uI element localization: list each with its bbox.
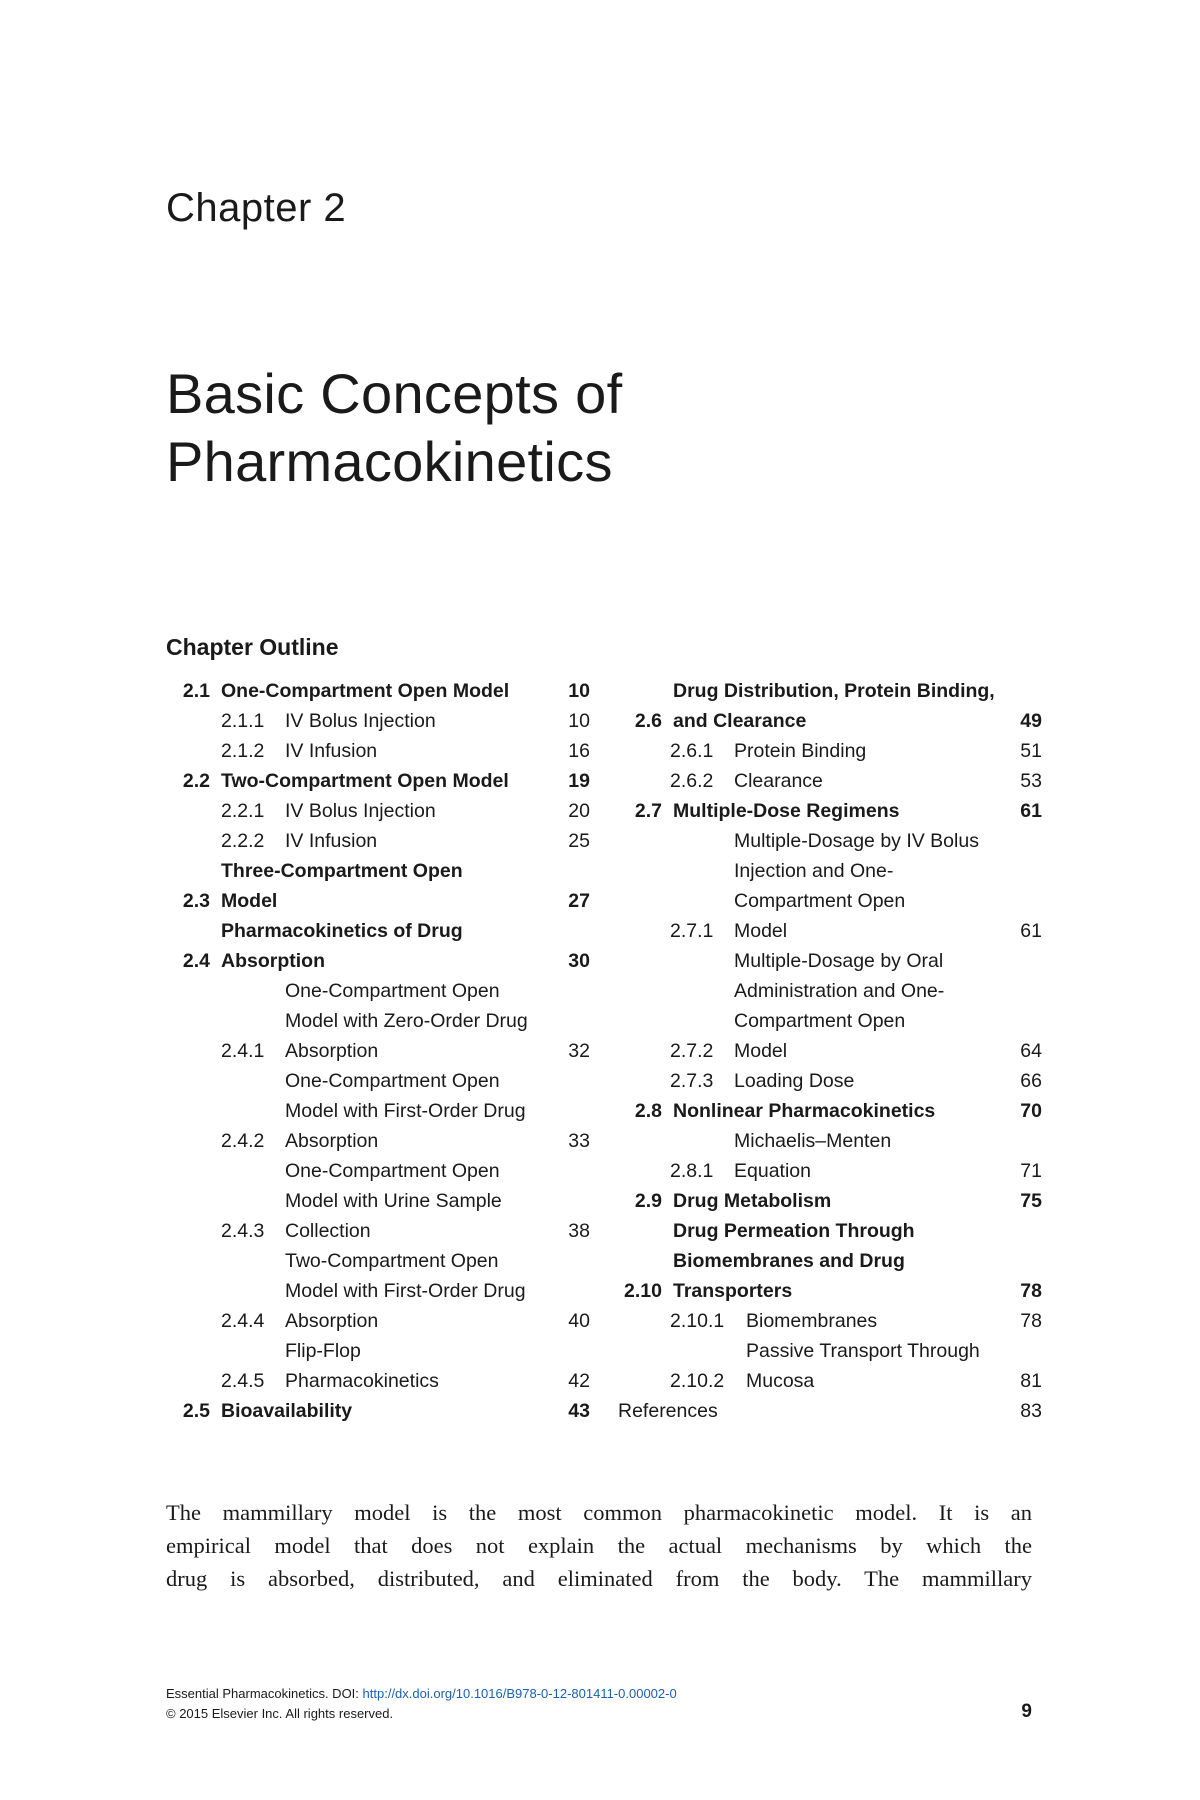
toc-entry-number: 2.9 bbox=[634, 1190, 662, 1212]
toc-entry-page: 30 bbox=[568, 950, 590, 972]
toc-entry-number: 2.6 bbox=[634, 710, 662, 732]
toc-entry-number: 2.4.4 bbox=[221, 1310, 265, 1332]
toc-entry-title bbox=[734, 736, 1008, 766]
page-footer bbox=[166, 1684, 1032, 1724]
toc-entry-page: 20 bbox=[568, 800, 590, 822]
toc-entry-title bbox=[285, 1246, 556, 1336]
toc-entry-title bbox=[746, 1306, 1008, 1336]
toc-entry-number: 2.1 bbox=[182, 680, 210, 702]
toc-entry-page: 49 bbox=[1020, 710, 1042, 732]
toc-entry-page: 66 bbox=[1020, 1070, 1042, 1092]
toc-entry-title bbox=[221, 856, 556, 916]
toc-entry-number: 2.1.1 bbox=[221, 710, 265, 732]
toc-entry-title-line: One-Compartment Open bbox=[285, 1070, 500, 1092]
doi-line bbox=[166, 1684, 1032, 1704]
toc-entry-page: 25 bbox=[568, 830, 590, 852]
toc-entry-title bbox=[285, 796, 556, 826]
toc-entry[interactable] bbox=[166, 1156, 590, 1246]
toc-entry[interactable] bbox=[618, 946, 1042, 1066]
toc-entry-title-line: Two-Compartment Open bbox=[285, 1250, 499, 1272]
toc-entry-title-line: Administration and One- bbox=[734, 980, 945, 1002]
toc-entry-title-line: Absorption bbox=[285, 1310, 379, 1332]
toc-entry-title bbox=[285, 1066, 556, 1156]
toc-entry[interactable] bbox=[618, 826, 1042, 946]
toc-entry-number: 2.6.2 bbox=[670, 770, 714, 792]
toc-entry[interactable] bbox=[166, 1336, 590, 1396]
toc-entry-page: 27 bbox=[568, 890, 590, 912]
toc-entry-number: 2.7.3 bbox=[670, 1070, 714, 1092]
toc-entry-page: 81 bbox=[1020, 1370, 1042, 1392]
toc-entry-title bbox=[734, 826, 1008, 946]
toc-entry-page: 71 bbox=[1020, 1160, 1042, 1182]
toc-entry-title bbox=[285, 976, 556, 1066]
toc-entry[interactable] bbox=[166, 826, 590, 856]
toc-entry-number: 2.10.1 bbox=[670, 1310, 725, 1332]
toc-entry-title-line: Model with First-Order Drug bbox=[285, 1280, 526, 1302]
toc-entry-number: 2.4.5 bbox=[221, 1370, 265, 1392]
toc-entry-number: 2.10 bbox=[624, 1280, 662, 1302]
toc-entry-title-line: One-Compartment Open bbox=[285, 1160, 500, 1182]
toc-entry-title bbox=[221, 766, 556, 796]
toc-entry-page: 64 bbox=[1020, 1040, 1042, 1062]
toc-entry-title-line: Drug Distribution, Protein Binding, bbox=[673, 680, 995, 702]
toc-entry-page: 10 bbox=[568, 680, 590, 702]
toc-entry-title-line: Biomembranes bbox=[746, 1310, 878, 1332]
chapter-title-line: Basic Concepts of bbox=[166, 362, 623, 425]
toc-entry-page: 83 bbox=[1020, 1400, 1042, 1422]
toc-entry-title-line: Model bbox=[734, 920, 788, 942]
toc-entry-title bbox=[285, 706, 556, 736]
toc-entry-title-line: Compartment Open bbox=[734, 1010, 906, 1032]
toc-entry-title-line: Injection and One- bbox=[734, 860, 894, 882]
toc-entry-number: 2.5 bbox=[182, 1400, 210, 1422]
body-line: drug is absorbed, distributed, and eliminated from the body. The mammillary bbox=[166, 1566, 1032, 1591]
toc-entry[interactable] bbox=[618, 1126, 1042, 1186]
toc-entry-page: 19 bbox=[568, 770, 590, 792]
toc-entry-page: 33 bbox=[568, 1130, 590, 1152]
toc-entry-title-line: Passive Transport Through bbox=[746, 1340, 980, 1362]
toc-entry-title-line: Three-Compartment Open bbox=[221, 860, 463, 882]
toc-entry-title bbox=[673, 796, 1008, 826]
toc-entry[interactable] bbox=[166, 1396, 590, 1426]
toc-entry-page: 40 bbox=[568, 1310, 590, 1332]
toc-entry-title bbox=[285, 1336, 556, 1396]
toc-entry-number: 2.10.2 bbox=[670, 1370, 725, 1392]
toc-entry-page: 78 bbox=[1020, 1280, 1042, 1302]
toc-entry[interactable] bbox=[166, 736, 590, 766]
toc-entry-page: 38 bbox=[568, 1220, 590, 1242]
toc-entry-title-line: Multiple-Dose Regimens bbox=[673, 800, 900, 822]
toc-entry-title-line: References bbox=[618, 1400, 718, 1422]
toc-entry[interactable] bbox=[618, 1066, 1042, 1096]
outline-heading: Chapter Outline bbox=[166, 634, 339, 660]
toc-entry-title bbox=[673, 1096, 1008, 1126]
toc-entry-title-line: Clearance bbox=[734, 770, 823, 792]
toc-entry-title-line: Flip-Flop bbox=[285, 1340, 361, 1362]
chapter-label: Chapter 2 bbox=[166, 186, 347, 230]
body-paragraph bbox=[166, 1496, 1032, 1595]
toc-entry-title-line: Absorption bbox=[285, 1130, 379, 1152]
outline-left-column bbox=[166, 676, 590, 1426]
toc-entry-page: 70 bbox=[1020, 1100, 1042, 1122]
toc-entry-page: 78 bbox=[1020, 1310, 1042, 1332]
toc-entry-number: 2.1.2 bbox=[221, 740, 265, 762]
toc-entry-title-line: and Clearance bbox=[673, 710, 807, 732]
toc-entry[interactable] bbox=[618, 1336, 1042, 1396]
toc-entry-number: 2.4.1 bbox=[221, 1040, 265, 1062]
toc-entry[interactable] bbox=[618, 1186, 1042, 1216]
toc-entry-title bbox=[285, 1156, 556, 1246]
toc-entry-title bbox=[221, 916, 556, 976]
toc-entry[interactable] bbox=[166, 676, 590, 706]
toc-entry-title-line: Nonlinear Pharmacokinetics bbox=[673, 1100, 936, 1122]
toc-entry-title-line: IV Bolus Injection bbox=[285, 710, 436, 732]
toc-entry-title bbox=[673, 1186, 1008, 1216]
toc-entry-number: 2.2 bbox=[182, 770, 210, 792]
toc-entry-title bbox=[673, 1216, 1008, 1306]
toc-entry-title-line: Multiple-Dosage by Oral bbox=[734, 950, 944, 972]
toc-entry-title-line: Pharmacokinetics of Drug bbox=[221, 920, 463, 942]
toc-entry-title-line: IV Infusion bbox=[285, 740, 378, 762]
toc-entry-number: 2.7.2 bbox=[670, 1040, 714, 1062]
book-doi-label: Essential Pharmacokinetics. DOI: bbox=[166, 1686, 359, 1701]
toc-entry-page: 43 bbox=[568, 1400, 590, 1422]
toc-entry-title-line: Absorption bbox=[221, 950, 325, 972]
toc-entry[interactable] bbox=[166, 1246, 590, 1336]
toc-entry[interactable] bbox=[618, 766, 1042, 796]
toc-entry-number: 2.8 bbox=[634, 1100, 662, 1122]
toc-entry[interactable] bbox=[166, 766, 590, 796]
toc-entry[interactable] bbox=[618, 1306, 1042, 1336]
doi-link[interactable]: http://dx.doi.org/10.1016/B978-0-12-801411-0.00002-0 bbox=[362, 1686, 677, 1701]
toc-entry-title-line: Transporters bbox=[673, 1280, 793, 1302]
toc-entry[interactable] bbox=[618, 676, 1042, 736]
toc-entry[interactable] bbox=[166, 706, 590, 736]
toc-entry-title-line: One-Compartment Open bbox=[285, 980, 500, 1002]
toc-entry-title-line: Pharmacokinetics bbox=[285, 1370, 439, 1392]
toc-entry-number: 2.2.1 bbox=[221, 800, 265, 822]
toc-entry-number: 2.4.2 bbox=[221, 1130, 265, 1152]
toc-entry-title-line: IV Infusion bbox=[285, 830, 378, 852]
toc-entry-page: 16 bbox=[568, 740, 590, 762]
toc-entry-page: 42 bbox=[568, 1370, 590, 1392]
toc-entry-number: 2.7.1 bbox=[670, 920, 714, 942]
toc-entry-number: 2.3 bbox=[182, 890, 210, 912]
toc-entry-title-line: Bioavailability bbox=[221, 1400, 353, 1422]
toc-entry-number: 2.7 bbox=[634, 800, 662, 822]
toc-entry-number: 2.2.2 bbox=[221, 830, 265, 852]
body-line: The mammillary model is the most common pharmacokinetic model. It is an bbox=[166, 1500, 1032, 1525]
toc-entry[interactable] bbox=[618, 796, 1042, 826]
toc-entry-title bbox=[673, 676, 1008, 736]
toc-entry-title-line: Compartment Open bbox=[734, 890, 906, 912]
toc-entry-title bbox=[221, 1396, 556, 1426]
toc-entry-title bbox=[734, 766, 1008, 796]
toc-entry[interactable] bbox=[166, 976, 590, 1066]
toc-entry-title-line: Model bbox=[221, 890, 278, 912]
toc-entry-page: 61 bbox=[1020, 920, 1042, 942]
copyright: © 2015 Elsevier Inc. All rights reserved. bbox=[166, 1706, 394, 1721]
toc-entry-title-line: Model with First-Order Drug bbox=[285, 1100, 526, 1122]
toc-entry-number: 2.8.1 bbox=[670, 1160, 714, 1182]
toc-entry-title-line: Model bbox=[734, 1040, 788, 1062]
toc-entry-title-line: Model with Zero-Order Drug bbox=[285, 1010, 528, 1032]
toc-entry-title-line: Protein Binding bbox=[734, 740, 867, 762]
toc-entry[interactable] bbox=[166, 796, 590, 826]
toc-entry-page: 32 bbox=[568, 1040, 590, 1062]
toc-entry-title-line: Michaelis–Menten bbox=[734, 1130, 892, 1152]
toc-entry-title-line: Biomembranes and Drug bbox=[673, 1250, 905, 1272]
toc-entry-title-line: Model with Urine Sample bbox=[285, 1190, 502, 1212]
toc-entry-title bbox=[734, 1066, 1008, 1096]
toc-entry-title-line: Collection bbox=[285, 1220, 371, 1242]
page-number: 9 bbox=[1021, 1701, 1032, 1722]
toc-entry-page: 75 bbox=[1020, 1190, 1042, 1212]
outline-right-column bbox=[618, 676, 1042, 1426]
toc-entry-title-line: Drug Metabolism bbox=[673, 1190, 832, 1212]
toc-entry[interactable] bbox=[166, 856, 590, 916]
toc-entry-title bbox=[221, 676, 556, 706]
chapter-title-line: Pharmacokinetics bbox=[166, 430, 613, 493]
toc-entry-page: 53 bbox=[1020, 770, 1042, 792]
body-line: empirical model that does not explain the actual mechanisms by which the bbox=[166, 1533, 1032, 1558]
toc-entry-number: 2.4 bbox=[182, 950, 210, 972]
toc-entry-title bbox=[734, 1126, 1008, 1186]
toc-entry-title-line: Mucosa bbox=[746, 1370, 815, 1392]
toc-entry[interactable] bbox=[166, 916, 590, 976]
toc-entry[interactable] bbox=[618, 736, 1042, 766]
toc-entry[interactable] bbox=[618, 1096, 1042, 1126]
toc-entry[interactable] bbox=[618, 1216, 1042, 1306]
toc-entry-title-line: Two-Compartment Open Model bbox=[221, 770, 509, 792]
toc-entry[interactable] bbox=[618, 1396, 1042, 1426]
toc-entry-title bbox=[734, 946, 1008, 1066]
toc-entry-title bbox=[618, 1396, 1008, 1426]
toc-entry-page: 10 bbox=[568, 710, 590, 732]
toc-entry[interactable] bbox=[166, 1066, 590, 1156]
toc-entry-title-line: Absorption bbox=[285, 1040, 379, 1062]
toc-entry-title-line: Multiple-Dosage by IV Bolus bbox=[734, 830, 979, 852]
toc-entry-title-line: Loading Dose bbox=[734, 1070, 855, 1092]
toc-entry-page: 51 bbox=[1020, 740, 1042, 762]
toc-entry-title-line: IV Bolus Injection bbox=[285, 800, 436, 822]
toc-entry-title-line: Drug Permeation Through bbox=[673, 1220, 915, 1242]
toc-entry-title bbox=[746, 1336, 1008, 1396]
toc-entry-number: 2.4.3 bbox=[221, 1220, 265, 1242]
toc-entry-title bbox=[285, 826, 556, 856]
toc-entry-title-line: Equation bbox=[734, 1160, 811, 1182]
toc-entry-page: 61 bbox=[1020, 800, 1042, 822]
toc-entry-title bbox=[285, 736, 556, 766]
toc-entry-number: 2.6.1 bbox=[670, 740, 714, 762]
chapter-title bbox=[166, 360, 622, 496]
toc-entry-title-line: One-Compartment Open Model bbox=[221, 680, 510, 702]
